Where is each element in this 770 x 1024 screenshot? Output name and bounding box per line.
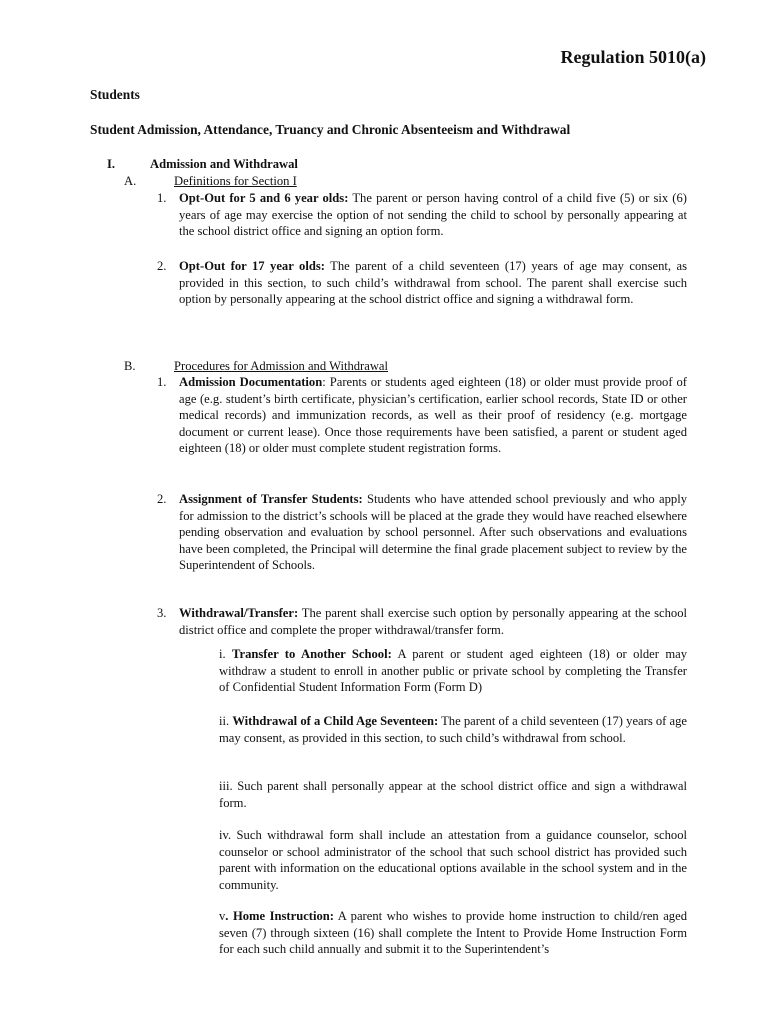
subject-heading: Students bbox=[90, 87, 140, 102]
sub-item bbox=[219, 713, 687, 746]
sub-item-prefix: i. bbox=[219, 647, 233, 661]
list-item bbox=[179, 258, 687, 308]
sub-item-prefix: v bbox=[219, 909, 226, 923]
item-text: : Parents or students aged eighteen (18) or older must provide proof of age (e.g. student’s birth certificate, physician’s certification, earlier school records, State ID or other medical records) and immunization records, as well as their proof of residency (e.g. mortgage document or current lease). Once those requirements have been satisfied, a parent or student aged eighteen (18) or older must complete student registration forms. bbox=[179, 375, 687, 456]
section-i-numeral: I. bbox=[107, 157, 116, 171]
part-b-heading: Procedures for Admission and Withdrawal bbox=[174, 359, 389, 373]
item-label: Admission Documentation bbox=[179, 375, 323, 389]
sub-item-text: Such parent shall personally appear at the school district office and sign a withdrawal form. bbox=[219, 779, 687, 810]
part-b-letter: B. bbox=[124, 359, 136, 373]
item-text: Students who have attended school previously and who apply for admission to the district’s schools will be placed at the grade they would have reached elsewhere pending observation and evaluation by school personnel. After such observations and evaluations have been completed, the Principal will determine the final grade placement subject to review by the Superintendent of Schools. bbox=[179, 492, 687, 573]
item-number: 3. bbox=[157, 606, 167, 620]
sub-item-text: Such withdrawal form shall include an attestation from a guidance counselor, school counselor or school administrator of the school that such school district has provided such parent with information on the educational options available in the school system and in the community. bbox=[219, 828, 687, 892]
sub-item-prefix: iii. bbox=[219, 779, 238, 793]
item-text: The parent shall exercise such option by personally appearing at the school district office and complete the proper withdrawal/transfer form. bbox=[179, 606, 687, 637]
list-item bbox=[179, 605, 687, 638]
list-item bbox=[179, 374, 687, 457]
sub-item-prefix: iv. bbox=[219, 828, 237, 842]
sub-item-text: A parent who wishes to provide home instruction to child/ren aged seven (7) through sixteen (16) shall complete the Intent to Provide Home Instruction Form for each such child annually and submit it to the Superintendent’s bbox=[219, 909, 687, 957]
sub-item-label: Transfer to Another School: bbox=[232, 647, 392, 661]
sub-item bbox=[219, 908, 687, 958]
list-item bbox=[179, 190, 687, 240]
part-a-letter: A. bbox=[124, 174, 137, 188]
item-number: 2. bbox=[157, 259, 167, 273]
sub-item-label: . Home Instruction: bbox=[225, 909, 334, 923]
list-item bbox=[179, 491, 687, 574]
sub-item-text: The parent of a child seventeen (17) years of age may consent, as provided in this section, to such child’s withdrawal from school. bbox=[219, 714, 688, 745]
document-title: Student Admission, Attendance, Truancy and Chronic Absenteeism and Withdrawal bbox=[90, 122, 571, 137]
item-number: 1. bbox=[157, 375, 167, 389]
sub-item bbox=[219, 778, 687, 811]
item-label: Assignment of Transfer Students: bbox=[179, 492, 363, 506]
section-i-heading: Admission and Withdrawal bbox=[150, 157, 298, 171]
sub-item bbox=[219, 827, 687, 893]
regulation-number: Regulation 5010(a) bbox=[560, 47, 706, 67]
part-a-heading: Definitions for Section I bbox=[174, 174, 297, 188]
item-number: 1. bbox=[157, 191, 167, 205]
item-label: Withdrawal/Transfer: bbox=[179, 606, 299, 620]
item-label: Opt-Out for 5 and 6 year olds: bbox=[179, 191, 349, 205]
item-label: Opt-Out for 17 year olds: bbox=[179, 259, 325, 273]
item-number: 2. bbox=[157, 492, 167, 506]
item-text: The parent of a child seventeen (17) years of age may consent, as provided in this section, to such child’s withdrawal from school. The parent shall exercise such option by personally appearing at the school district office and signing a withdrawal form. bbox=[179, 259, 687, 307]
sub-item-prefix: ii. bbox=[219, 714, 233, 728]
item-text: The parent or person having control of a child five (5) or six (6) years of age may exercise the option of not sending the child to school by personally appearing at the school district office and signing an option form. bbox=[179, 191, 687, 239]
sub-item-label: Withdrawal of a Child Age Seventeen: bbox=[232, 714, 439, 728]
sub-item bbox=[219, 646, 687, 696]
sub-item-text: A parent or student aged eighteen (18) or older may withdraw a student to enroll in another public or private school by completing the Transfer of Confidential Student Information Form (Form D) bbox=[219, 647, 687, 695]
